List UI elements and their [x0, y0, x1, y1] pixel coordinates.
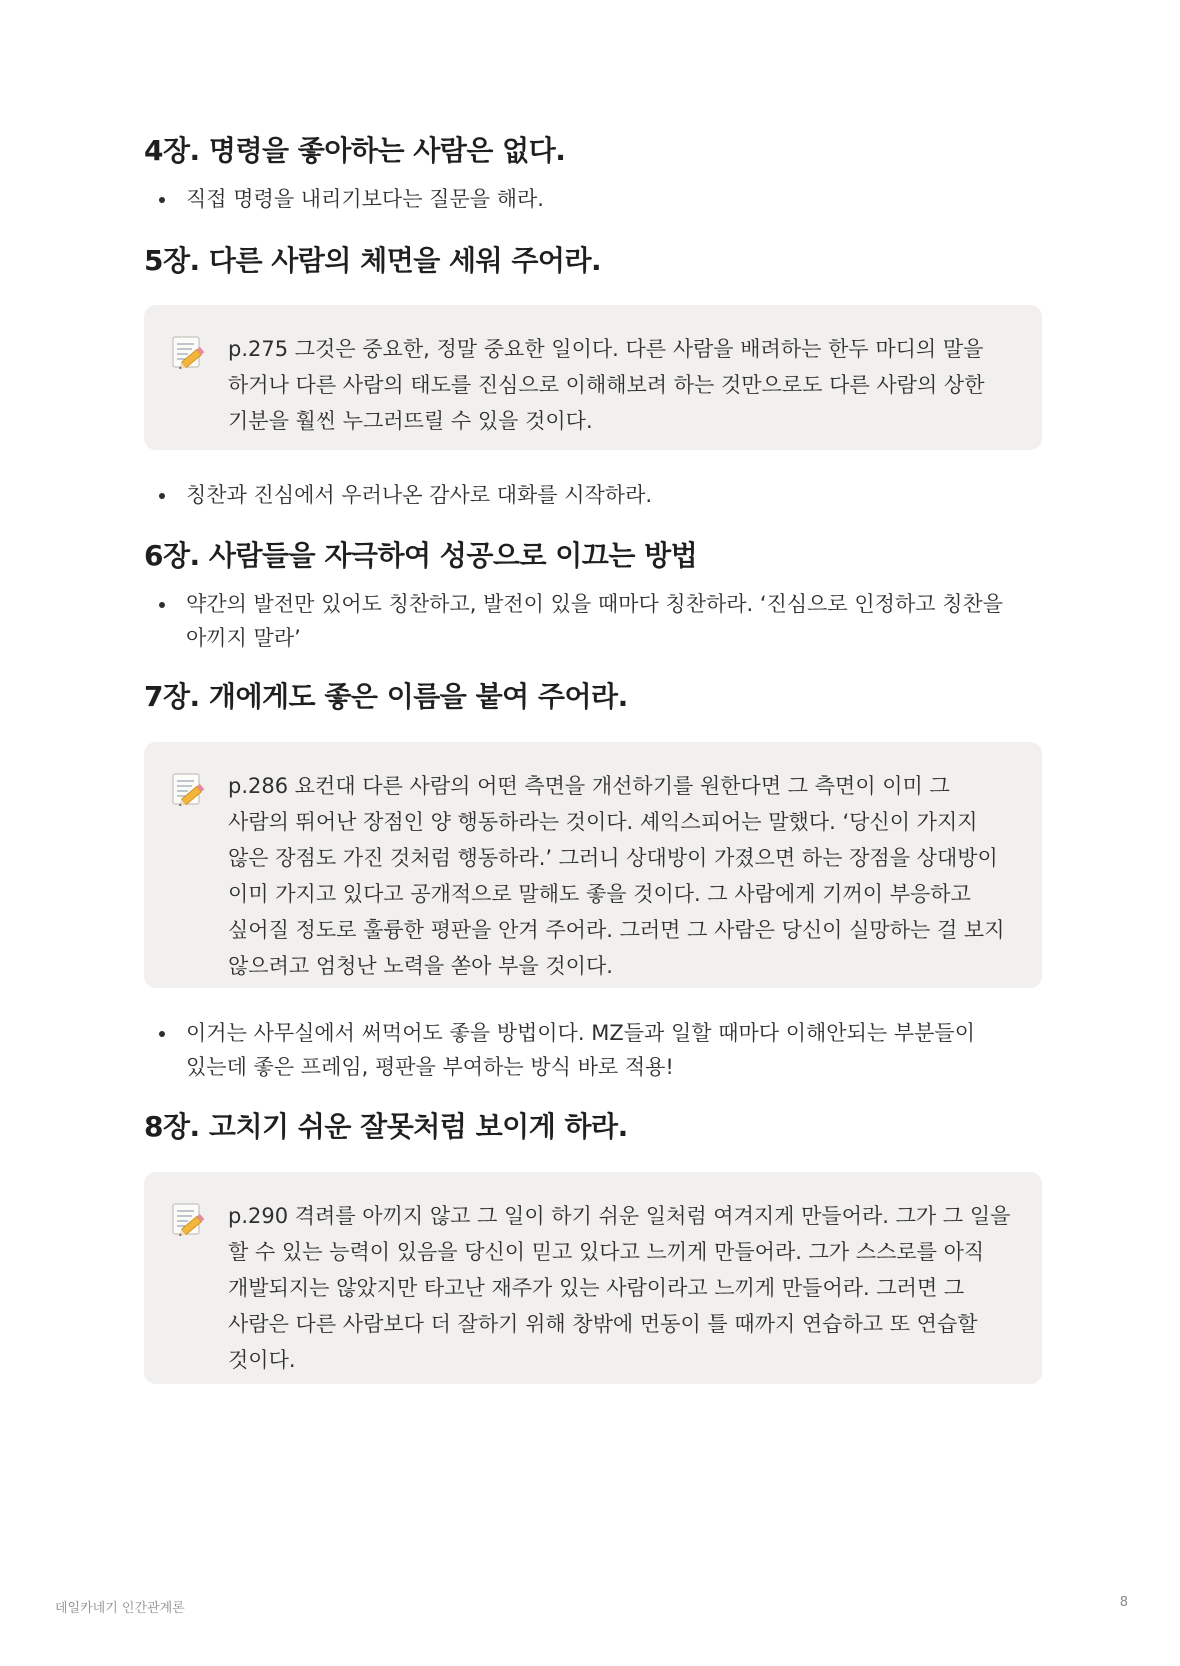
section-heading-ch4: 4장. 명령을 좋아하는 사람은 없다.: [144, 134, 566, 167]
footer-title: 데일카네기 인간관계론: [55, 1601, 185, 1616]
callout-text: p.275 그것은 중요한, 정말 중요한 일이다. 다른 사람을 배려하는 한두 마디의 말을 하거나 다른 사람의 태도를 진심으로 이해해보려 하는 것만으로도 다른 사람의 상한 기분을 훨씬 누그러뜨릴 수 있을 것이다.: [228, 337, 985, 433]
list-item-text: 칭찬과 진심에서 우러나온 감사로 대화를 시작하라.: [186, 483, 653, 507]
list-item-text: 직접 명령을 내리기보다는 질문을 해라.: [186, 187, 544, 211]
section-heading-ch7: 7장. 개에게도 좋은 이름을 붙여 주어라.: [144, 680, 628, 713]
memo-pencil-icon: [170, 770, 208, 808]
bullet-dot: [159, 493, 165, 499]
section-heading-ch6: 6장. 사람들을 자극하여 성공으로 이끄는 방법: [144, 539, 698, 572]
callout-text: p.290 격려를 아끼지 않고 그 일이 하기 쉬운 일처럼 여겨지게 만들어라. 그가 그 일을 할 수 있는 능력이 있음을 당신이 믿고 있다고 느끼게 만들어라. 그가 스스로를 아직 개발되지는 않았지만 타고난 재주가 있는 사람이라고 느끼게 만들어라. 그러면 그 사람은 다른 사람보다 더 잘하기 위해 창밖에 먼동이 틀 때까지 연습하고 또 연습할 것이다.: [228, 1204, 1011, 1372]
bullet-dot: [159, 1031, 165, 1037]
bullet-dot: [159, 197, 165, 203]
list-item: [144, 587, 1042, 655]
memo-pencil-icon: [170, 333, 208, 371]
list-item: [144, 1016, 1042, 1084]
section-heading-ch5: 5장. 다른 사람의 체면을 세워 주어라.: [144, 244, 602, 277]
list-item-text: 약간의 발전만 있어도 칭찬하고, 발전이 있을 때마다 칭찬하라. ‘진심으로 인정하고 칭찬을 아끼지 말라’: [186, 592, 1004, 650]
callout-text: p.286 요컨대 다른 사람의 어떤 측면을 개선하기를 원한다면 그 측면이 이미 그 사람의 뛰어난 장점인 양 행동하라는 것이다. 셰익스피어는 말했다. ‘당신이 가지지 않은 장점도 가진 것처럼 행동하라.’ 그러니 상대방이 가졌으면 하는 장점을 상대방이 이미 가지고 있다고 공개적으로 말해도 좋을 것이다. 그 사람에게 기꺼이 부응하고 싶어질 정도로 훌륭한 평판을 안겨 주어라. 그러면 그 사람은 당신이 실망하는 걸 보지 않으려고 엄청난 노력을 쏟아 부을 것이다.: [228, 774, 1005, 978]
bullet-dot: [159, 602, 165, 608]
page-number: 8: [1119, 1595, 1128, 1610]
section-heading-ch8: 8장. 고치기 쉬운 잘못처럼 보이게 하라.: [144, 1110, 628, 1143]
callout-quote: [144, 305, 1042, 450]
list-item: [144, 478, 1042, 512]
list-item: [144, 182, 1042, 216]
callout-quote: [144, 742, 1042, 988]
memo-pencil-icon: [170, 1200, 208, 1238]
callout-quote: [144, 1172, 1042, 1384]
list-item-text: 이거는 사무실에서 써먹어도 좋을 방법이다. MZ들과 일할 때마다 이해안되는 부분들이 있는데 좋은 프레임, 평판을 부여하는 방식 바로 적용!: [186, 1021, 975, 1079]
